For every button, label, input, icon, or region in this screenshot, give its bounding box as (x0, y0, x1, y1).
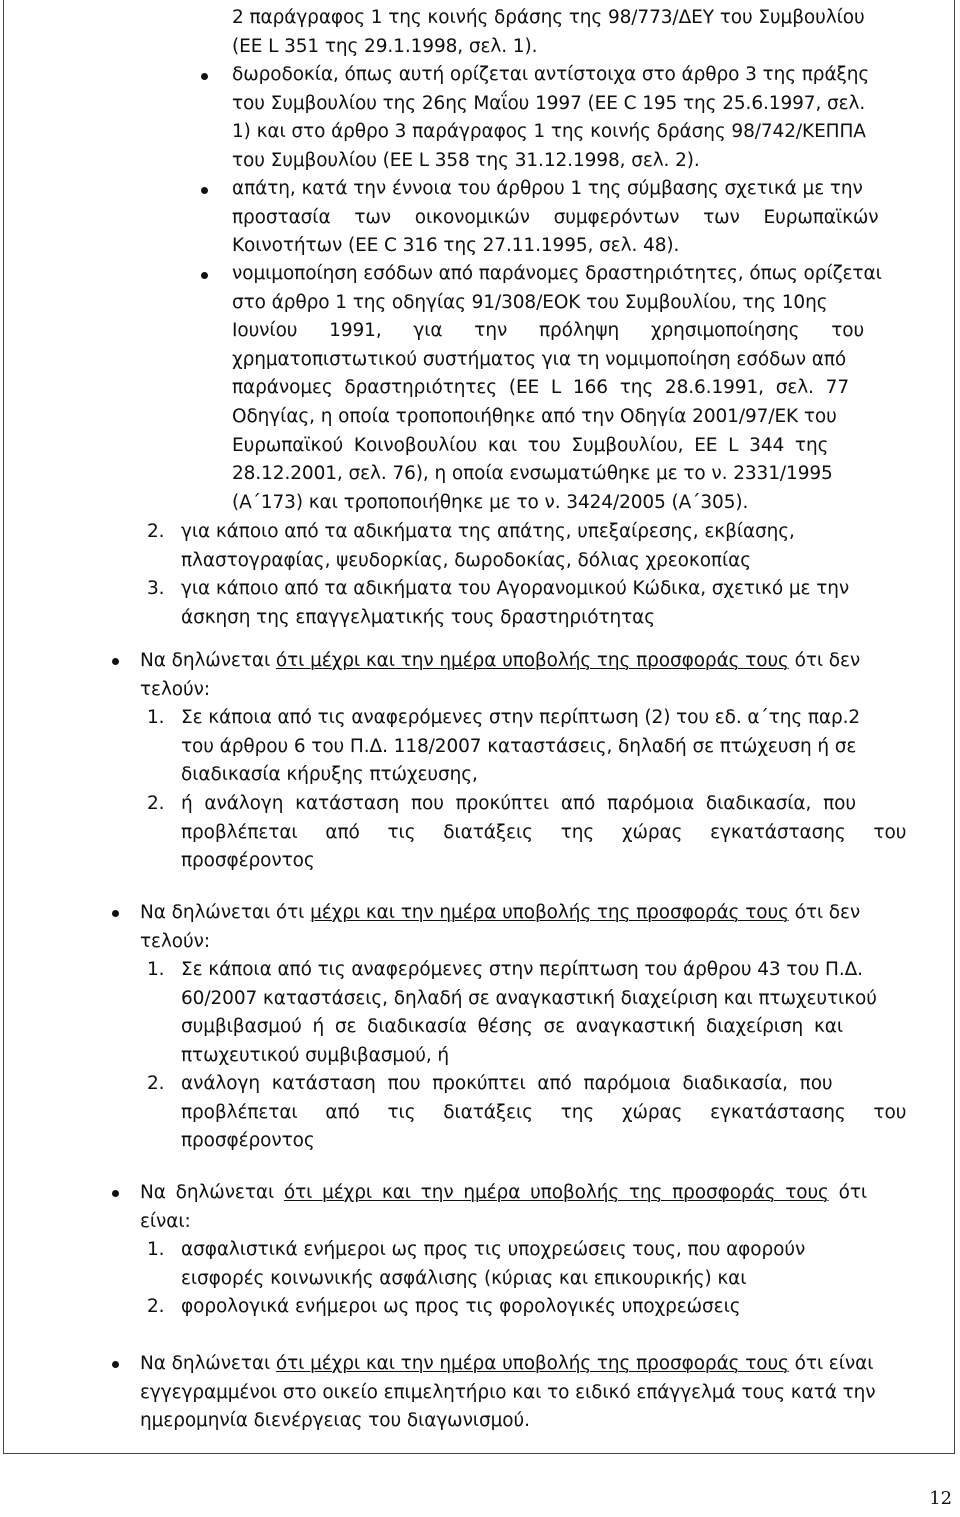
item-number: 2. (147, 793, 165, 814)
text-line: απάτη, κατά την έννοια του άρθρου 1 της σύμβασης σχετικά με την (232, 178, 863, 199)
section-receivership-heading (140, 899, 946, 956)
text-segment: Να δηλώνεται (140, 1182, 284, 1203)
text-line: του άρθρου 6 του Π.Δ. 118/2007 καταστάσεις, δηλαδή σε πτώχευση ή σε (181, 735, 857, 757)
text-line: Σε κάποια από τις αναφερόμενες στην περίπτωση του άρθρου 43 του Π.Δ. (181, 959, 863, 980)
text-line: εγγεγραμμένοι στο οικείο επιμελητήριο και το ειδικό επάγγελμά τους κατά την (140, 1381, 876, 1403)
text-line: χρηματοπιστωτικού συστήματος για τη νομιμοποίηση εσόδων από (232, 348, 847, 370)
section-chamber-heading (140, 1350, 946, 1436)
sub-bullet-bribery (232, 61, 946, 175)
text-line: Σε κάποια από τις αναφερόμενες στην περίπτωση (2) του εδ. α΄της παρ.2 (181, 707, 861, 728)
item-number: 1. (147, 959, 165, 980)
text-segment: ότι (828, 1182, 868, 1203)
text-line: είναι: (140, 1210, 191, 1232)
text-line: του Συμβουλίου της 26ης Μαΐου 1997 (ΕΕ C 195 της 25.6.1997, σελ. (232, 92, 866, 114)
underlined-text: μέχρι και την ημέρα υποβολής της προσφοράς τους (310, 902, 789, 923)
section-bankruptcy-heading (140, 647, 946, 704)
text-segment: ότι δεν (788, 650, 861, 671)
text-line: τελούν: (140, 930, 210, 952)
text-line: 1) και στο άρθρο 3 παράγραφος 1 της κοινής δράσης 98/742/ΚΕΠΠΑ (232, 121, 866, 143)
continuation-text (232, 4, 944, 61)
text-line: (ΕΕ L 351 της 29.1.1998, σελ. 1). (232, 35, 538, 57)
text-line: ή ανάλογη κατάσταση που προκύπτει από παρόμοια διαδικασία, που (181, 793, 856, 814)
text-line: πτωχευτικού συμβιβασμού, ή (181, 1044, 450, 1066)
bullet-icon (201, 272, 208, 279)
text-line: Ιουνίου 1991, για την πρόληψη χρησιμοποίησης του (232, 320, 865, 342)
text-line: στο άρθρο 1 της οδηγίας 91/308/ΕΟΚ του Συμβουλίου, της 10ης (232, 291, 828, 313)
text-line: προβλέπεται από τις διατάξεις της χώρας εγκατάστασης του (181, 1101, 907, 1123)
item-number: 1. (147, 707, 165, 728)
item-number: 1. (147, 1239, 165, 1260)
text-line: 60/2007 καταστάσεις, δηλαδή σε αναγκαστική διαχείριση και πτωχευτικού (181, 987, 877, 1009)
text-line: άσκηση της επαγγελματικής τους δραστηριότητας (181, 606, 656, 628)
item-number: 2. (147, 1073, 165, 1094)
text-line: του Συμβουλίου (ΕΕ L 358 της 31.12.1998, σελ. 2). (232, 149, 700, 171)
text-line: τελούν: (140, 678, 210, 700)
underlined-text: ότι μέχρι και την ημέρα υποβολής της προσφοράς τους (275, 650, 789, 671)
text-line: 28.12.2001, σελ. 76), η οποία ενσωματώθηκε με το ν. 2331/1995 (232, 463, 833, 485)
text-line: συμβιβασμού ή σε διαδικασία θέσης σε αναγκαστική διαχείριση και (181, 1016, 844, 1038)
text-line: για κάποιο από τα αδικήματα της απάτης, υπεξαίρεσης, εκβίασης, (181, 521, 795, 542)
sub-bullet-money-laundering (232, 260, 946, 517)
underlined-text: ότι μέχρι και την ημέρα υποβολής της προσφοράς τους (275, 1353, 789, 1374)
section-bankruptcy-item-2 (181, 790, 947, 876)
text-line: εισφορές κοινωνικής ασφάλισης (κύριας και επικουρικής) και (181, 1267, 747, 1289)
text-line: δωροδοκία, όπως αυτή ορίζεται αντίστοιχα στο άρθρο 3 της πράξης (232, 64, 870, 85)
text-segment: Να δηλώνεται ότι (140, 902, 311, 923)
text-line: Κοινοτήτων (ΕΕ C 316 της 27.11.1995, σελ. 48). (232, 235, 680, 257)
text-line: προσφέροντος (181, 850, 315, 872)
text-line: ανάλογη κατάσταση που προκύπτει από παρόμοια διαδικασία, που (181, 1073, 833, 1094)
text-line: προστασία των οικονομικών συμφερόντων των Ευρωπαϊκών (232, 206, 879, 228)
text-line: Οδηγίας, η οποία τροποποιήθηκε από την Οδηγία 2001/97/ΕΚ του (232, 405, 837, 427)
page-number: 12 (929, 1488, 952, 1509)
numbered-item-offences (181, 518, 947, 575)
bullet-icon (112, 910, 119, 917)
item-number: 2. (147, 521, 165, 542)
text-line: νομιμοποίηση εσόδων από παράνομες δραστηριότητες, όπως ορίζεται (232, 263, 882, 284)
text-line: διαδικασία κήρυξης πτώχευσης, (181, 764, 478, 786)
numbered-item-market-code (181, 575, 947, 632)
text-line: Ευρωπαϊκού Κοινοβουλίου και του Συμβουλίου, ΕΕ L 344 της (232, 434, 829, 456)
bullet-icon (112, 1361, 119, 1368)
text-line: για κάποιο από τα αδικήματα του Αγορανομικού Κώδικα, σχετικό με την (181, 578, 850, 599)
text-line: (Α΄173) και τροποποιήθηκε με το ν. 3424/2005 (Α΄305). (232, 491, 749, 513)
bullet-icon (201, 73, 208, 80)
text-segment: ότι δεν (788, 902, 861, 923)
text-line: ασφαλιστικά ενήμεροι ως προς τις υποχρεώσεις τους, που αφορούν (181, 1239, 806, 1260)
text-line: φορολογικά ενήμεροι ως προς τις φορολογικές υποχρεώσεις (181, 1296, 741, 1317)
bullet-icon (112, 1190, 119, 1197)
text-line: προβλέπεται από τις διατάξεις της χώρας εγκατάστασης του (181, 821, 907, 843)
section-insurance-item-2 (181, 1293, 947, 1322)
text-line: παράνομες δραστηριότητες (ΕΕ L 166 της 28.6.1991, σελ. 77 (232, 377, 849, 399)
text-segment: Να δηλώνεται (140, 650, 276, 671)
text-line: πλαστογραφίας, ψευδορκίας, δωροδοκίας, δόλιας χρεοκοπίας (181, 549, 751, 571)
item-number: 2. (147, 1296, 165, 1317)
section-receivership-item-2 (181, 1070, 947, 1156)
section-receivership-item-1 (181, 956, 947, 1070)
section-insurance-heading (140, 1179, 946, 1236)
item-number: 3. (147, 578, 165, 599)
bullet-icon (112, 658, 119, 665)
text-line: ημερομηνία διενέργειας του διαγωνισμού. (140, 1410, 530, 1432)
underlined-text: ότι μέχρι και την ημέρα υποβολής της προσφοράς τους (283, 1182, 829, 1203)
section-insurance-item-1 (181, 1236, 947, 1293)
bullet-icon (201, 187, 208, 194)
text-line: προσφέροντος (181, 1130, 315, 1152)
section-bankruptcy-item-1 (181, 704, 947, 790)
text-segment: Να δηλώνεται (140, 1353, 276, 1374)
text-line: 2 παράγραφος 1 της κοινής δράσης της 98/773/ΔΕΥ του Συμβουλίου (232, 7, 865, 28)
text-segment: ότι είναι (788, 1353, 874, 1374)
sub-bullet-fraud (232, 175, 946, 261)
